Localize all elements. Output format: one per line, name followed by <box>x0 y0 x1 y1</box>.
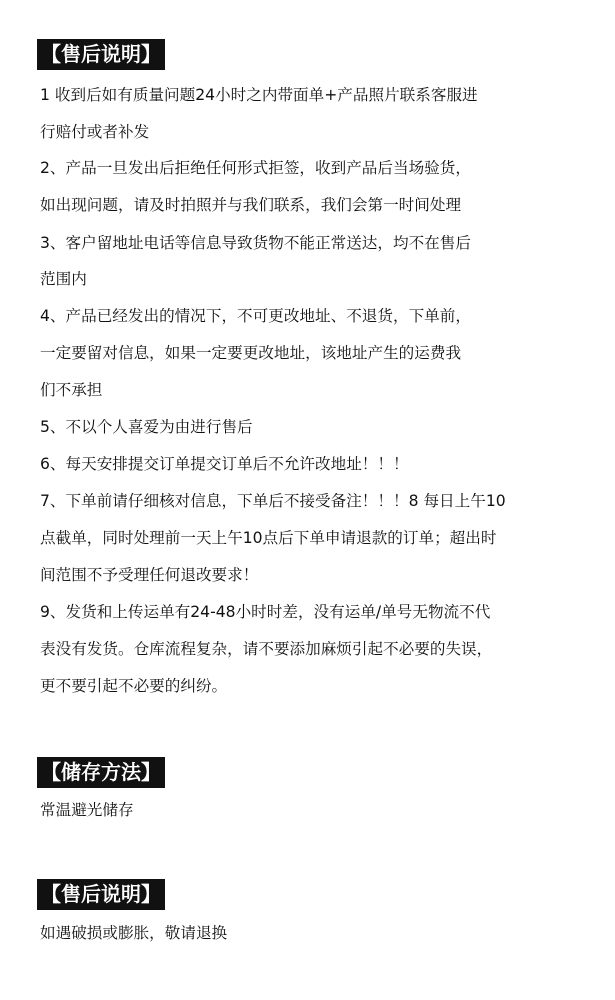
text-line: 表没有发货。仓库流程复杂，请不要添加麻烦引起不必要的失误， <box>40 640 493 658</box>
text-line: 行赔付或者补发 <box>40 123 150 141</box>
text-line: 如遇破损或膨胀，敬请退换 <box>40 924 228 942</box>
text-line: 6、每天安排提交订单提交订单后不允许改地址！！！ <box>40 455 409 473</box>
text-line: 如出现问题，请及时拍照并与我们联系，我们会第一时间处理 <box>40 196 462 214</box>
text-line: 们不承担 <box>40 381 103 399</box>
text-line: 7、下单前请仔细核对信息，下单后不接受备注！！！8 每日上午10 <box>40 492 506 510</box>
text-line: 常温避光储存 <box>40 801 134 819</box>
text-line: 2、产品一旦发出后拒绝任何形式拒签，收到产品后当场验货， <box>40 159 471 177</box>
text-line: 1 收到后如有质量问题24小时之内带面单+产品照片联系客服进 <box>40 86 478 104</box>
text-line: 更不要引起不必要的纠纷。 <box>40 677 228 695</box>
section-heading-storage: 【储存方法】 <box>37 757 165 788</box>
section-heading-after-sales-2: 【售后说明】 <box>37 879 165 910</box>
text-line: 3、客户留地址电话等信息导致货物不能正常送达，均不在售后 <box>40 234 471 252</box>
text-line: 9、发货和上传运单有24-48小时时差，没有运单/单号无物流不代 <box>40 603 491 621</box>
text-line: 间范围不予受理任何退改要求！ <box>40 566 259 584</box>
text-line: 范围内 <box>40 270 87 288</box>
text-line: 4、产品已经发出的情况下，不可更改地址、不退货，下单前， <box>40 307 471 325</box>
text-line: 点截单，同时处理前一天上午10点后下单申请退款的订单；超出时 <box>40 529 497 547</box>
section-heading-after-sales: 【售后说明】 <box>37 39 165 70</box>
text-line: 一定要留对信息，如果一定要更改地址，该地址产生的运费我 <box>40 344 462 362</box>
text-line: 5、不以个人喜爱为由进行售后 <box>40 418 253 436</box>
